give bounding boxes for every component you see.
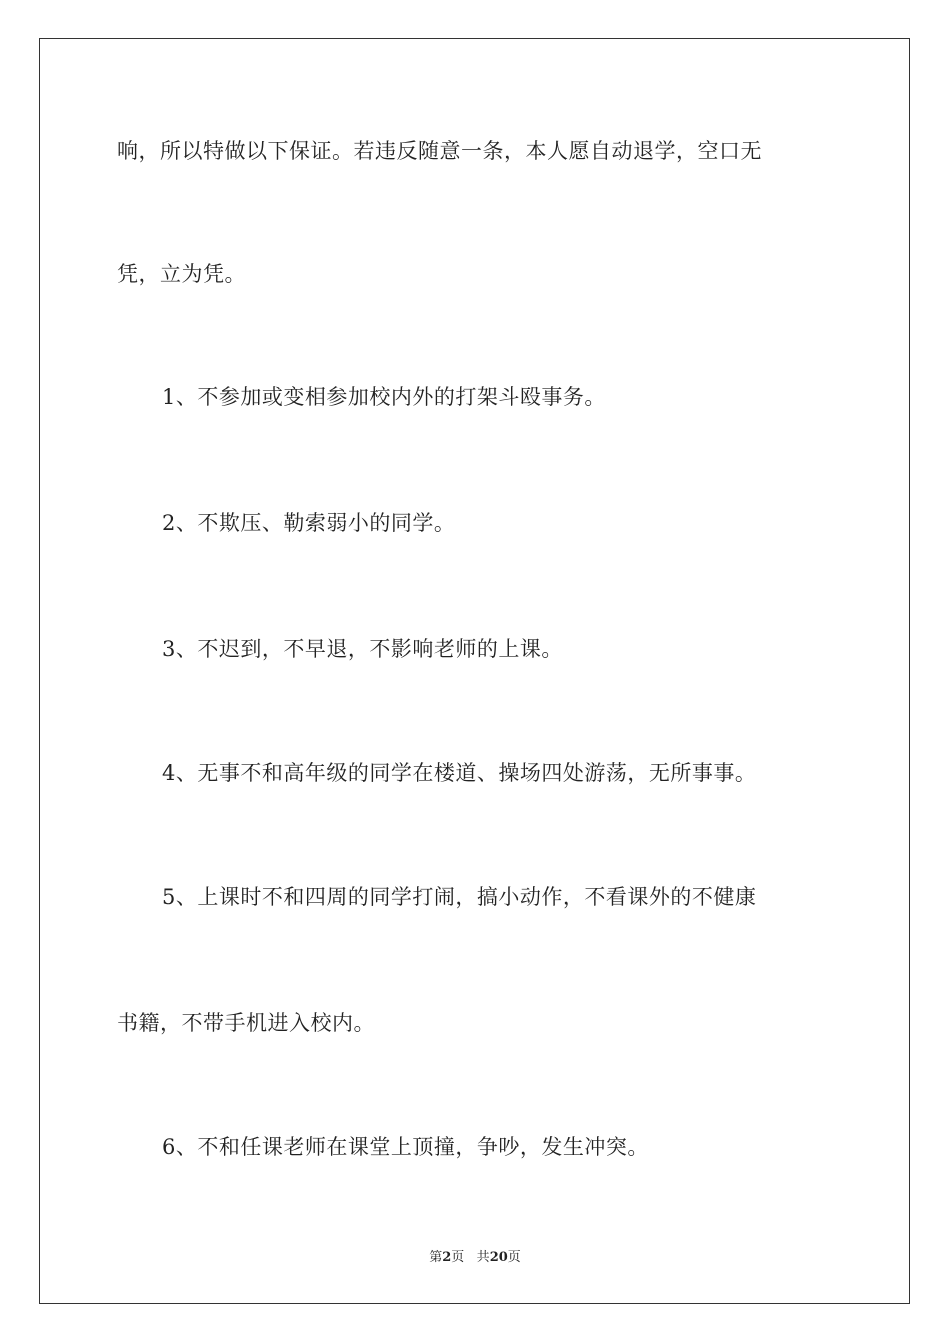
page-suffix: 页	[451, 1250, 465, 1265]
page-prefix: 第	[429, 1250, 443, 1265]
total-pages: 20	[489, 1250, 508, 1265]
list-item-3: 3、不迟到，不早退，不影响老师的上课。	[162, 637, 563, 661]
list-item-5-continued: 书籍，不带手机进入校内。	[117, 1011, 375, 1035]
list-item-6: 6、不和任课老师在课堂上顶撞，争吵，发生冲突。	[162, 1135, 649, 1159]
page-border	[39, 38, 910, 1304]
list-item-4: 4、无事不和高年级的同学在楼道、操场四处游荡，无所事事。	[162, 761, 757, 785]
total-prefix: 共	[476, 1250, 490, 1265]
total-suffix: 页	[507, 1250, 521, 1265]
page-number: 2	[442, 1250, 452, 1265]
paragraph-line-1: 响，所以特做以下保证。若违反随意一条，本人愿自动退学，空口无	[117, 139, 762, 163]
paragraph-line-2: 凭，立为凭。	[117, 262, 246, 286]
list-item-5: 5、上课时不和四周的同学打闹，搞小动作，不看课外的不健康	[162, 885, 757, 909]
page-footer	[0, 1246, 950, 1265]
list-item-1: 1、不参加或变相参加校内外的打架斗殴事务。	[162, 385, 606, 409]
list-item-2: 2、不欺压、勒索弱小的同学。	[162, 511, 456, 535]
